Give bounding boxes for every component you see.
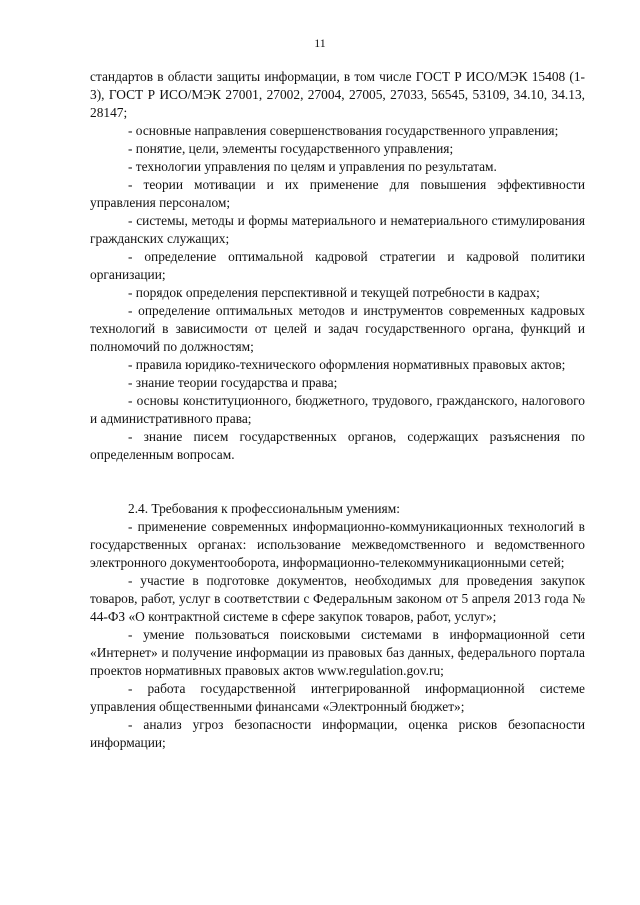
list-item: - понятие, цели, элементы государственного управления; — [128, 141, 454, 156]
list-item: - знание писем государственных органов, содержащих разъяснения по определенным вопросам. — [90, 429, 585, 462]
list-item: - анализ угроз безопасности информации, оценка рисков безопасности информации; — [90, 717, 585, 750]
page-number: 11 — [314, 36, 326, 50]
list-item: - основные направления совершенствования государственного управления; — [128, 123, 559, 138]
list-item: - основы конституционного, бюджетного, трудового, гражданского, налогового и административного права; — [90, 393, 585, 426]
list-item: - определение оптимальных методов и инструментов современных кадровых технологий в зависимости от целей и задач государственного органа, функций и полномочий по должностям; — [90, 303, 585, 354]
list-item: - технологии управления по целям и управления по результатам. — [128, 159, 497, 174]
list-item: - работа государственной интегрированной информационной системе управления общественными финансами «Электронный бюджет»; — [90, 681, 585, 714]
body-text — [90, 68, 585, 752]
paragraph: стандартов в области защиты информации, в том числе ГОСТ Р ИСО/МЭК 15408 (1-3), ГОСТ Р ИСО/МЭК 27001, 27002, 27004, 27005, 27033, 56545, 53109, 34.10, 34.13, 28147; — [90, 69, 585, 120]
list-item: - порядок определения перспективной и текущей потребности в кадрах; — [128, 285, 540, 300]
list-item: - знание теории государства и права; — [128, 375, 338, 390]
list-item: - участие в подготовке документов, необходимых для проведения закупок товаров, работ, услуг в соответствии с Федеральным законом от 5 апреля 2013 года № 44-ФЗ «О контрактной системе в сфере закупок товаров, работ, услуг»; — [90, 573, 585, 624]
list-item: - умение пользоваться поисковыми системами в информационной сети «Интернет» и получение информации из правовых баз данных, федерального портала проектов нормативных правовых актов www.regulation.gov.ru; — [90, 627, 585, 678]
list-item: - системы, методы и формы материального и нематериального стимулирования гражданских служащих; — [90, 213, 585, 246]
list-item: - теории мотивации и их применение для повышения эффективности управления персоналом; — [90, 177, 585, 210]
list-item: - правила юридико-технического оформления нормативных правовых актов; — [128, 357, 566, 372]
section-gap — [90, 464, 585, 500]
section-heading: 2.4. Требования к профессиональным умениям: — [128, 501, 400, 516]
list-item: - применение современных информационно-коммуникационных технологий в государственных органах: использование межведомственного и ведомственного электронного документооборота, информационно-телекоммуникационными сетей; — [90, 519, 585, 570]
list-item: - определение оптимальной кадровой стратегии и кадровой политики организации; — [90, 249, 585, 282]
